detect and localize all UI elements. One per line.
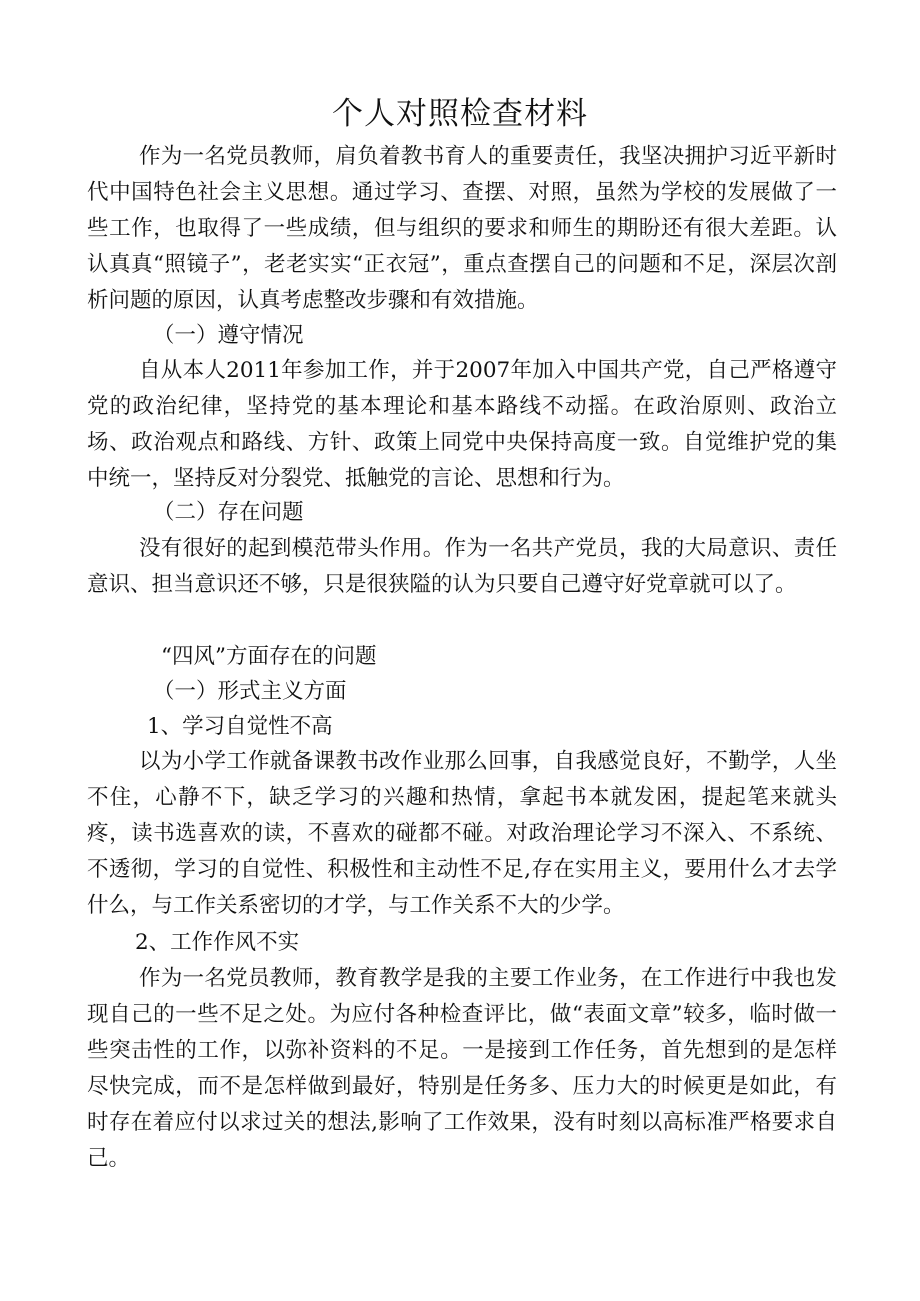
compliance-paragraph: 自从本人2011年参加工作，并于2007年加入中国共产党，自己严格遵守党的政治纪律，坚持党的基本理论和基本路线不动摇。在政治原则、政治立场、政治观点和路线、方针、政策上同党中央保持高度一致。自觉维护党的集中统一，坚持反对分裂党、抵触党的言论、思想和行为。 bbox=[87, 358, 837, 491]
section-heading-compliance: （一）遵守情况 bbox=[153, 323, 304, 348]
item2-heading-block bbox=[87, 925, 837, 961]
section2-paragraph-block bbox=[87, 531, 837, 603]
section2-heading-block bbox=[87, 495, 837, 531]
item-heading-work-style: 2、工作作风不实 bbox=[135, 930, 300, 955]
item-heading-learning: 1、学习自觉性不高 bbox=[147, 714, 333, 739]
document-title: 个人对照检查材料 bbox=[332, 96, 588, 132]
item1-heading-block bbox=[87, 709, 837, 745]
section1-heading-block bbox=[87, 318, 837, 354]
section-heading-formalism: （一）形式主义方面 bbox=[153, 679, 347, 704]
section-heading-four-styles: “四风”方面存在的问题 bbox=[161, 644, 377, 669]
item1-paragraph-block bbox=[87, 744, 837, 924]
intro-paragraph: 作为一名党员教师，肩负着教书育人的重要责任，我坚决拥护习近平新时代中国特色社会主义思想。通过学习、查摆、对照，虽然为学校的发展做了一些工作，也取得了一些成绩，但与组织的要求和师生的期盼还有很大差距。认认真真“照镜子”，老老实实“正衣冠”，重点查摆自己的问题和不足，深层次剖析问题的原因，认真考虑整改步骤和有效措施。 bbox=[87, 144, 837, 313]
problems-paragraph: 没有很好的起到模范带头作用。作为一名共产党员，我的大局意识、责任意识、担当意识还不够，只是很狭隘的认为只要自己遵守好党章就可以了。 bbox=[87, 536, 837, 597]
item2-paragraph-block bbox=[87, 961, 837, 1177]
work-style-paragraph: 作为一名党员教师，教育教学是我的主要工作业务，在工作进行中我也发现自己的一些不足之处。为应付各种检查评比，做“表面文章”较多，临时做一些突击性的工作，以弥补资料的不足。一是接到工作任务，首先想到的是怎样尽快完成，而不是怎样做到最好，特别是任务多、压力大的时候更是如此，有时存在着应付以求过关的想法,影响了工作效果，没有时刻以高标准严格要求自己。 bbox=[87, 966, 837, 1171]
section-heading-problems: （二）存在问题 bbox=[153, 500, 304, 525]
section1-paragraph-block bbox=[87, 353, 837, 497]
intro-paragraph-block bbox=[87, 139, 837, 319]
learning-paragraph: 以为小学工作就备课教书改作业那么回事，自我感觉良好，不勤学，人坐不住，心静不下，缺乏学习的兴趣和热情，拿起书本就发困，提起笔来就头疼，读书选喜欢的读，不喜欢的碰都不碰。对政治理论学习不深入、不系统、不透彻，学习的自觉性、积极性和主动性不足,存在实用主义，要用什么才去学什么，与工作关系密切的才学，与工作关系不大的少学。 bbox=[87, 749, 837, 918]
formalism-heading-block bbox=[87, 674, 837, 710]
sifeng-heading-block bbox=[87, 639, 837, 675]
